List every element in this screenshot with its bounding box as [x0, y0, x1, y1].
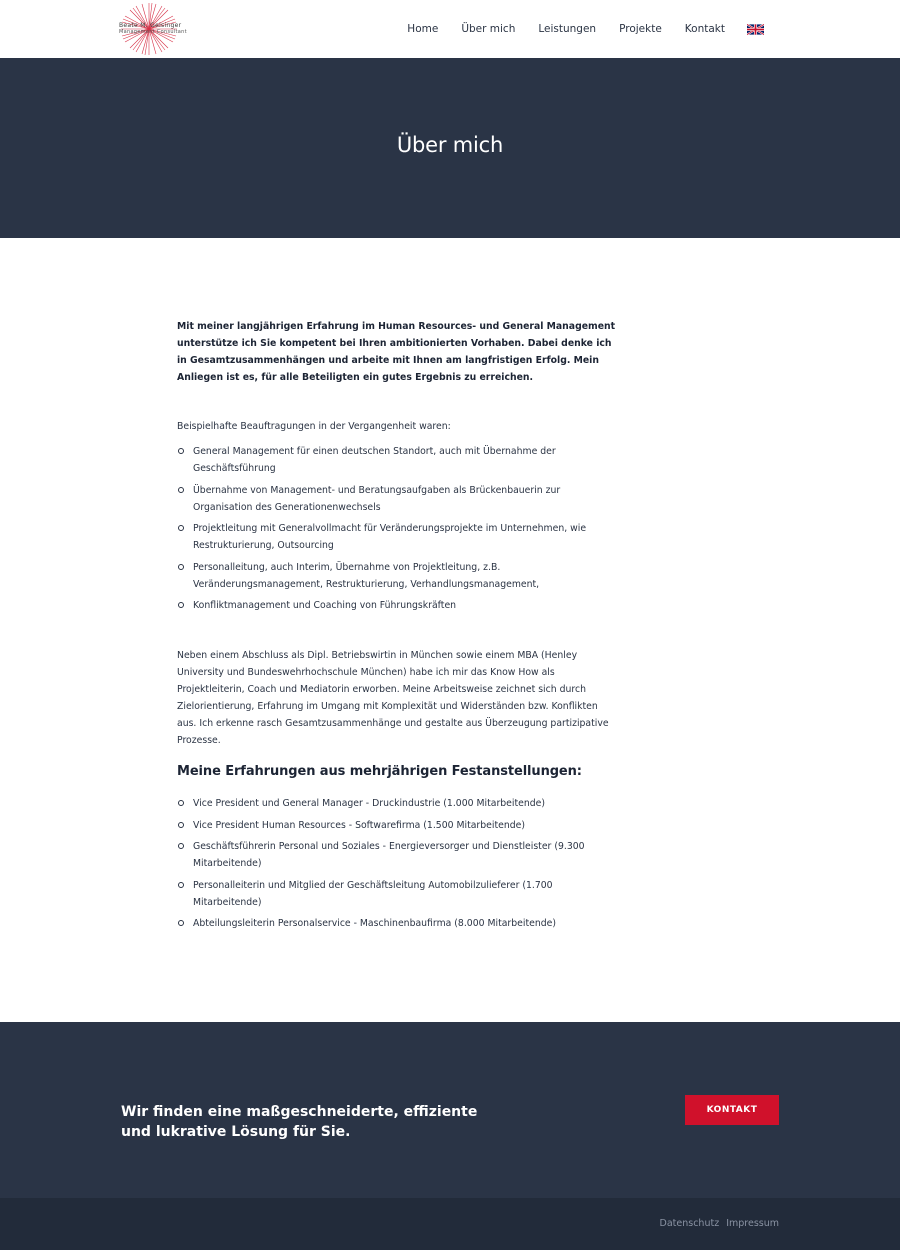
cta-text: Wir finden eine maßgeschneiderte, effiziente und lukrative Lösung für Sie.	[121, 1104, 478, 1140]
education-paragraph: Neben einem Abschluss als Dipl. Betriebswirtin in München sowie einem MBA (Henley University und Bundeswehrhochschule München) habe ich mir das Know How als Projektleiterin, Coach und Mediatorin erworben. Meine Arbeitsweise zeichnet sich durch Zielorientierung, Erfahrung im Umgang mit Komplexität und Widerständen bzw. Konflikten aus. Ich erkenne rasch Gesamtzusammenhänge und gestalte aus Überzeugung partizipative Prozesse.	[177, 650, 609, 746]
list-item: Projektleitung mit Generalvollmacht für Veränderungsprojekte im Unternehmen, wie Restrukturierung, Outsourcing	[177, 520, 617, 554]
bullet-circle-icon	[178, 525, 184, 531]
site-header	[0, 0, 900, 58]
main-nav	[384, 0, 764, 58]
list-item: Abteilungsleiterin Personalservice - Maschinenbaufirma (8.000 Mitarbeitende)	[177, 915, 617, 932]
uk-flag-icon[interactable]	[747, 24, 764, 35]
list-item: Geschäftsführerin Personal und Soziales - Energieversorger und Dienstleister (9.300 Mitarbeitende)	[177, 838, 617, 872]
experience-heading: Meine Erfahrungen aus mehrjährigen Festanstellungen:	[177, 764, 582, 779]
bullet-circle-icon	[178, 920, 184, 926]
nav-ueber-mich[interactable]: Über mich	[461, 23, 516, 35]
experience-list	[177, 795, 617, 937]
bullet-circle-icon	[178, 800, 184, 806]
list-item: Vice President Human Resources - Softwarefirma (1.500 Mitarbeitende)	[177, 817, 617, 834]
footer-links	[653, 1218, 779, 1229]
page-hero	[0, 58, 900, 238]
bullet-circle-icon	[178, 882, 184, 888]
footer-link-impressum[interactable]: Impressum	[726, 1218, 779, 1229]
site-footer	[0, 1198, 900, 1250]
bullet-circle-icon	[178, 487, 184, 493]
list-item: Konfliktmanagement und Coaching von Führungskräften	[177, 597, 617, 614]
list-item: General Management für einen deutschen Standort, auch mit Übernahme der Geschäftsführung	[177, 443, 617, 477]
bullet-circle-icon	[178, 564, 184, 570]
cta-section	[0, 1022, 900, 1198]
main-content	[177, 318, 617, 929]
nav-kontakt[interactable]: Kontakt	[684, 23, 725, 35]
logo-tagline: Management Consultant	[119, 29, 187, 35]
logo-text	[119, 22, 187, 36]
bullet-circle-icon	[178, 843, 184, 849]
logo[interactable]	[119, 2, 187, 56]
contact-button[interactable]: KONTAKT	[685, 1095, 779, 1125]
bullet-circle-icon	[178, 448, 184, 454]
nav-projekte[interactable]: Projekte	[619, 23, 662, 35]
bullet-circle-icon	[178, 822, 184, 828]
nav-home[interactable]: Home	[407, 23, 439, 35]
list-item: Übernahme von Management- und Beratungsaufgaben als Brückenbauerin zur Organisation des Generationenwechsels	[177, 482, 617, 516]
footer-link-datenschutz[interactable]: Datenschutz	[659, 1218, 720, 1229]
examples-heading: Beispielhafte Beauftragungen in der Vergangenheit waren:	[177, 421, 451, 432]
page-title: Über mich	[396, 133, 504, 157]
logo-name: Beate M. Geisinger	[119, 22, 182, 29]
list-item: Personalleiterin und Mitglied der Geschäftsleitung Automobilzulieferer (1.700 Mitarbeitende)	[177, 877, 617, 911]
list-item: Vice President und General Manager - Druckindustrie (1.000 Mitarbeitende)	[177, 795, 617, 812]
bullet-circle-icon	[178, 602, 184, 608]
nav-leistungen[interactable]: Leistungen	[538, 23, 597, 35]
intro-paragraph: Mit meiner langjährigen Erfahrung im Human Resources- und General Management unterstütze ich Sie kompetent bei Ihren ambitionierten Vorhaben. Dabei denke ich in Gesamtzusammenhängen und arbeite mit Ihnen am langfristigen Erfolg. Mein Anliegen ist es, für alle Beteiligten ein gutes Ergebnis zu erreichen.	[177, 321, 616, 383]
examples-list	[177, 443, 617, 619]
list-item: Personalleitung, auch Interim, Übernahme von Projektleitung, z.B. Veränderungsmanagement, Restrukturierung, Verhandlungsmanagement,	[177, 559, 617, 593]
